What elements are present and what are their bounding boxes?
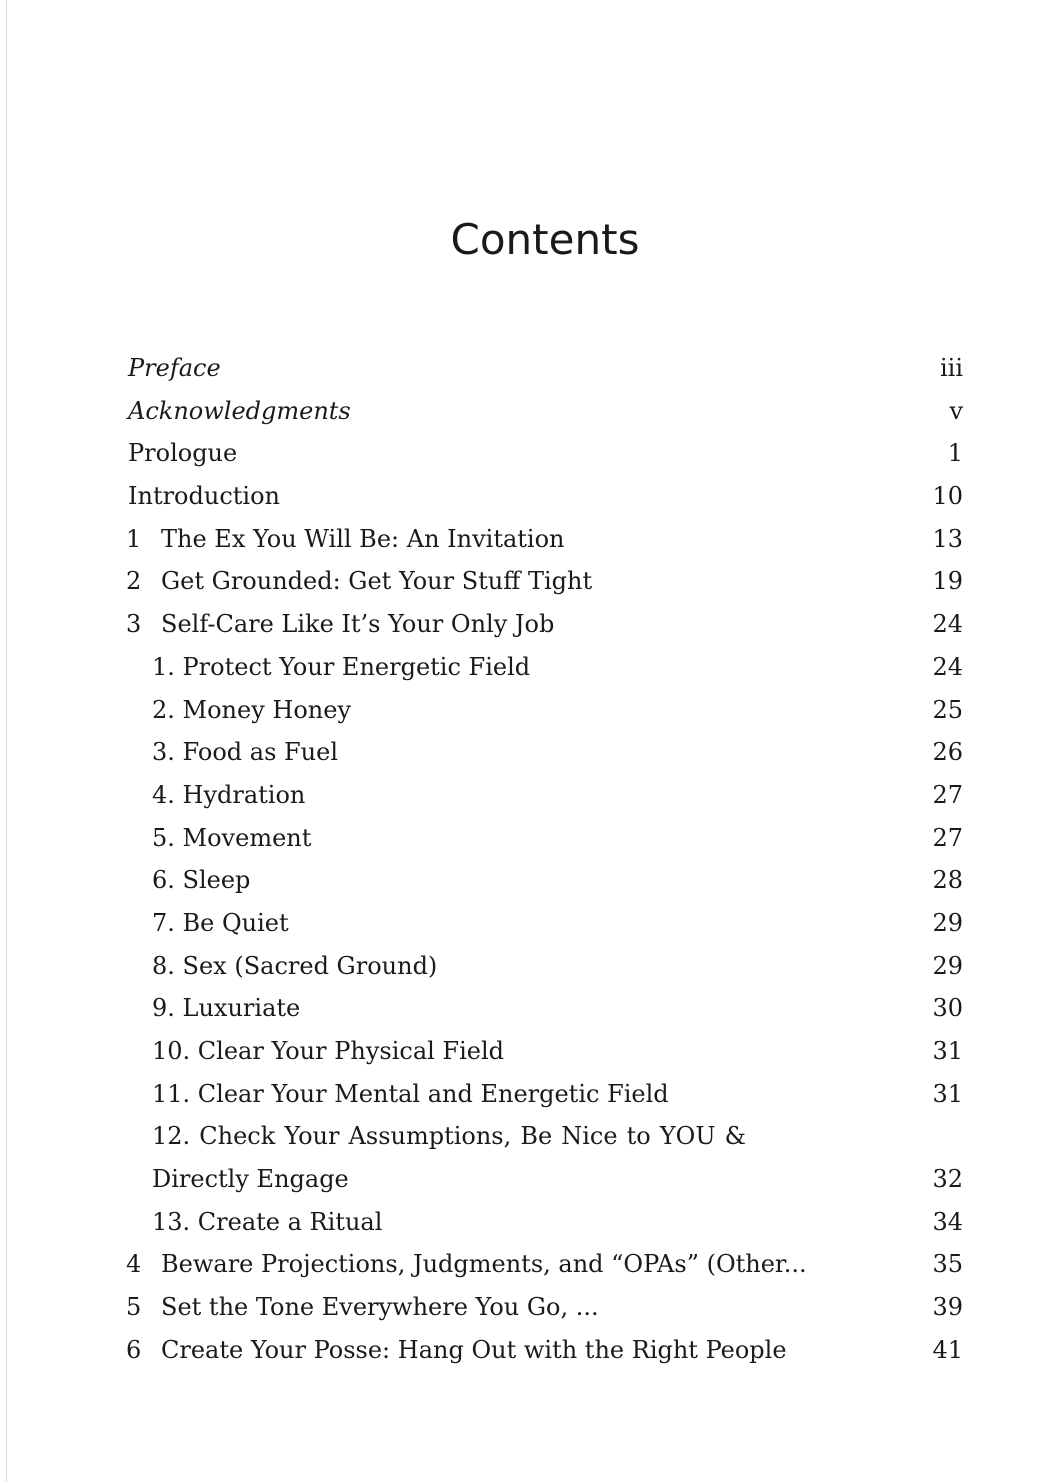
toc-entry-page: 32 <box>932 1165 963 1194</box>
toc-entry-label: 3. Food as Fuel <box>152 738 338 767</box>
toc-subentry[interactable] <box>0 1030 1064 1073</box>
toc-entry-label: Acknowledgments <box>128 396 351 425</box>
toc-subentry[interactable] <box>0 774 1064 817</box>
toc-entry-page: 39 <box>932 1293 963 1322</box>
toc-entry-chapter-4[interactable] <box>0 1243 1064 1286</box>
toc-entry-label: 5. Movement <box>152 823 312 852</box>
toc-subentry-continuation[interactable] <box>0 1158 1064 1201</box>
toc-chapter-number: 4 <box>126 1250 142 1279</box>
toc-entry-page: 24 <box>932 610 963 639</box>
toc-entry-label: 6. Sleep <box>152 866 251 895</box>
toc-chapter-number: 3 <box>126 610 142 639</box>
toc-entry-label: Get Grounded: Get Your Stuff Tight <box>161 567 593 596</box>
toc-entry-introduction[interactable] <box>0 475 1064 518</box>
toc-subentry[interactable] <box>0 689 1064 732</box>
toc-entry-page: iii <box>939 354 963 382</box>
toc-entry-label: 1. Protect Your Energetic Field <box>152 652 531 681</box>
toc-entry-chapter-6[interactable] <box>0 1329 1064 1372</box>
toc-entry-label: 7. Be Quiet <box>152 908 289 937</box>
toc-entry-page: 30 <box>932 994 963 1023</box>
toc-subentry[interactable] <box>0 945 1064 988</box>
toc-entry-label: 2. Money Honey <box>152 695 351 724</box>
toc-entry-label: 13. Create a Ritual <box>152 1207 383 1236</box>
toc-subentry[interactable] <box>0 859 1064 902</box>
toc-entry-page: v <box>949 396 963 425</box>
toc-entry-chapter-1[interactable] <box>0 518 1064 561</box>
page-title: Contents <box>450 215 640 264</box>
toc-chapter-number: 2 <box>126 567 142 596</box>
toc-entry-preface[interactable] <box>0 347 1064 390</box>
toc-subentry[interactable] <box>0 646 1064 689</box>
toc-subentry[interactable] <box>0 902 1064 945</box>
toc-entry-label: Set the Tone Everywhere You Go, ... <box>161 1293 599 1322</box>
toc-chapter-number: 1 <box>126 524 142 553</box>
toc-entry-page: 1 <box>947 439 963 468</box>
toc-entry-page: 26 <box>932 738 963 767</box>
toc-subentry[interactable] <box>0 731 1064 774</box>
toc-entry-page: 13 <box>932 524 963 553</box>
toc-entry-acknowledgments[interactable] <box>0 390 1064 433</box>
toc-subentry[interactable] <box>0 987 1064 1030</box>
toc-entry-chapter-3[interactable] <box>0 603 1064 646</box>
toc-entry-page: 41 <box>932 1335 963 1364</box>
toc-entry-prologue[interactable] <box>0 432 1064 475</box>
toc-subentry[interactable] <box>0 1115 1064 1158</box>
toc-entry-chapter-5[interactable] <box>0 1286 1064 1329</box>
toc-entry-page: 25 <box>932 695 963 724</box>
toc-entry-page: 10 <box>932 482 963 511</box>
toc-entry-label: Create Your Posse: Hang Out with the Right People <box>161 1335 787 1364</box>
toc-chapter-number: 6 <box>126 1335 142 1364</box>
toc-entry-label: Preface <box>128 354 221 382</box>
table-of-contents <box>0 347 1064 1372</box>
toc-entry-page: 29 <box>932 951 963 980</box>
toc-entry-label: Self-Care Like It’s Your Only Job <box>161 610 555 639</box>
toc-entry-label: 10. Clear Your Physical Field <box>152 1037 504 1065</box>
toc-entry-page: 19 <box>932 567 963 596</box>
toc-entry-label: Introduction <box>128 482 280 511</box>
toc-entry-page: 28 <box>932 866 963 895</box>
toc-entry-page: 34 <box>932 1207 963 1236</box>
toc-entry-label: Directly Engage <box>152 1165 349 1194</box>
toc-entry-page: 31 <box>932 1037 963 1065</box>
toc-entry-label: 4. Hydration <box>152 780 306 809</box>
toc-entry-label: 8. Sex (Sacred Ground) <box>152 951 438 980</box>
toc-entry-page: 24 <box>932 652 963 681</box>
toc-entry-page: 27 <box>932 780 963 809</box>
toc-entry-label: Beware Projections, Judgments, and “OPAs” (Other... <box>161 1250 807 1279</box>
toc-chapter-number: 5 <box>126 1293 142 1322</box>
toc-entry-chapter-2[interactable] <box>0 560 1064 603</box>
toc-entry-label: The Ex You Will Be: An Invitation <box>161 524 565 553</box>
toc-subentry[interactable] <box>0 1201 1064 1244</box>
toc-entry-page: 27 <box>932 823 963 852</box>
toc-entry-page: 31 <box>932 1079 963 1108</box>
toc-entry-label: 11. Clear Your Mental and Energetic Field <box>152 1079 669 1108</box>
toc-entry-label: Prologue <box>128 439 238 468</box>
toc-subentry[interactable] <box>0 1073 1064 1116</box>
toc-entry-page: 35 <box>932 1250 963 1279</box>
toc-subentry[interactable] <box>0 817 1064 860</box>
toc-entry-page: 29 <box>932 908 963 937</box>
toc-entry-label: 12. Check Your Assumptions, Be Nice to YOU & <box>152 1122 746 1151</box>
toc-entry-label: 9. Luxuriate <box>152 994 301 1023</box>
